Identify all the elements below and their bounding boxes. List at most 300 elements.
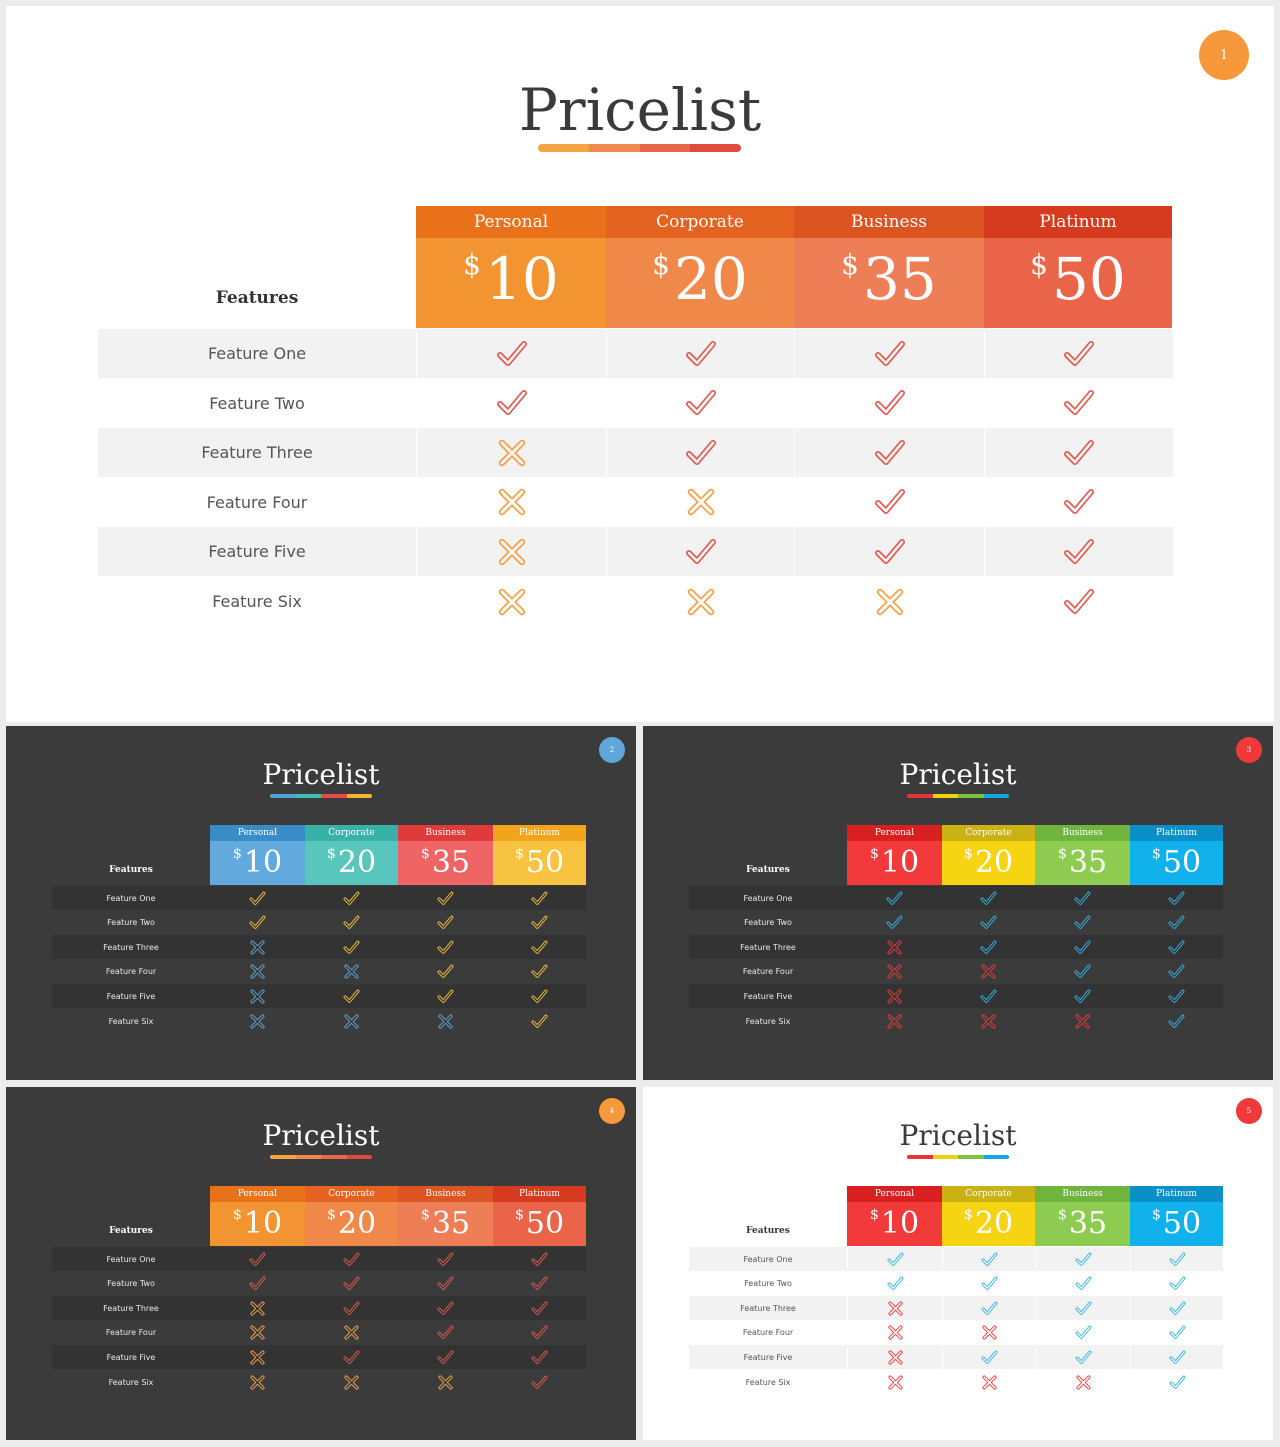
check-icon xyxy=(249,914,266,931)
feature-cell xyxy=(493,1271,586,1296)
feature-label: Feature One xyxy=(743,1254,793,1264)
plan-corporate[interactable] xyxy=(942,825,1035,885)
feature-cell xyxy=(210,886,305,910)
plan-name: Business xyxy=(398,1186,493,1202)
currency-symbol: $ xyxy=(420,846,430,862)
feature-cell xyxy=(1035,1271,1130,1296)
check-icon xyxy=(1074,988,1091,1005)
feature-label: Feature Four xyxy=(742,967,794,976)
plan-platinum[interactable] xyxy=(493,1186,586,1246)
plan-price xyxy=(847,1202,942,1246)
underline-segment xyxy=(296,794,322,798)
underline-segment xyxy=(958,794,984,798)
plan-personal[interactable] xyxy=(847,825,942,885)
plan-personal[interactable] xyxy=(847,1186,942,1246)
feature-cell xyxy=(416,477,606,527)
cross-icon xyxy=(1075,1374,1092,1391)
feature-label: Feature One xyxy=(106,893,156,903)
cross-icon xyxy=(496,486,528,518)
page-title: Pricelist xyxy=(262,758,380,791)
table-row xyxy=(52,984,586,1008)
check-icon xyxy=(980,914,997,931)
feature-cell xyxy=(794,329,984,378)
plan-name: Corporate xyxy=(942,1186,1035,1202)
slide-number-badge: 3 xyxy=(1236,737,1262,763)
price-amount: 10 xyxy=(880,1206,920,1241)
check-icon xyxy=(437,1349,454,1366)
plan-personal[interactable] xyxy=(210,1186,305,1246)
feature-cell xyxy=(794,576,984,627)
check-icon xyxy=(1075,1300,1092,1317)
check-icon xyxy=(437,890,454,907)
check-icon xyxy=(1075,1251,1092,1268)
slide-1 xyxy=(6,6,1274,722)
table-row xyxy=(52,1320,586,1345)
table-row xyxy=(52,959,586,984)
cross-icon xyxy=(981,1324,998,1341)
table-row xyxy=(689,935,1223,959)
feature-cell xyxy=(398,1369,493,1395)
table-row xyxy=(52,1296,586,1320)
check-icon xyxy=(531,1251,548,1268)
table-row xyxy=(52,935,586,959)
cross-icon xyxy=(343,1374,360,1391)
features-header: Features xyxy=(109,865,153,875)
check-icon xyxy=(437,939,454,956)
feature-cell xyxy=(984,576,1172,627)
feature-cell xyxy=(493,959,586,984)
cross-icon xyxy=(249,1300,266,1317)
feature-label: Feature Four xyxy=(742,1328,794,1337)
feature-cell xyxy=(493,984,586,1008)
feature-cell xyxy=(942,935,1035,959)
plan-platinum[interactable] xyxy=(1130,1186,1223,1246)
check-icon xyxy=(1063,586,1095,618)
feature-label: Feature Two xyxy=(209,393,305,413)
check-icon xyxy=(1169,1324,1186,1341)
plan-price xyxy=(1130,841,1223,885)
feature-label: Feature One xyxy=(207,344,307,363)
check-icon xyxy=(1075,1349,1092,1366)
feature-cell xyxy=(416,329,606,378)
feature-label: Feature Six xyxy=(108,1377,154,1387)
feature-cell xyxy=(398,935,493,959)
check-icon xyxy=(685,338,717,370)
check-icon xyxy=(1169,1251,1186,1268)
feature-label: Feature Four xyxy=(206,492,308,512)
feature-label: Feature One xyxy=(106,1254,156,1264)
check-icon xyxy=(343,890,360,907)
plan-name: Personal xyxy=(847,1186,942,1202)
check-icon xyxy=(1063,387,1095,419)
plan-platinum[interactable] xyxy=(984,206,1172,328)
feature-cell xyxy=(210,1296,305,1320)
plan-price xyxy=(847,841,942,885)
plan-name: Personal xyxy=(847,825,942,841)
feature-cell xyxy=(416,378,606,428)
table-row xyxy=(689,1296,1223,1320)
plan-business[interactable] xyxy=(1035,1186,1130,1246)
plan-name: Corporate xyxy=(305,825,398,841)
table-row xyxy=(689,1320,1223,1345)
cross-icon xyxy=(981,1374,998,1391)
plan-price xyxy=(398,841,493,885)
feature-label: Feature Two xyxy=(744,1279,792,1288)
feature-cell xyxy=(493,1320,586,1345)
plan-personal[interactable] xyxy=(416,206,606,328)
currency-symbol: $ xyxy=(963,1207,973,1223)
table-row xyxy=(689,1345,1223,1369)
currency-symbol: $ xyxy=(1151,846,1161,862)
check-icon xyxy=(1074,914,1091,931)
feature-label: Feature Four xyxy=(105,967,157,976)
check-icon xyxy=(887,1251,904,1268)
cross-icon xyxy=(980,1013,997,1030)
feature-cell xyxy=(493,1247,586,1271)
price-amount: 20 xyxy=(974,1206,1014,1241)
cross-icon xyxy=(343,1324,360,1341)
cross-icon xyxy=(980,963,997,980)
check-icon xyxy=(685,437,717,469)
plan-corporate[interactable] xyxy=(305,825,398,885)
price-amount: 10 xyxy=(243,845,283,880)
currency-symbol: $ xyxy=(514,1207,524,1223)
check-icon xyxy=(981,1300,998,1317)
check-icon xyxy=(437,988,454,1005)
plan-price xyxy=(984,238,1172,328)
feature-label: Feature Three xyxy=(740,942,796,952)
feature-cell xyxy=(794,527,984,576)
feature-label: Feature One xyxy=(743,893,793,903)
cross-icon xyxy=(685,586,717,618)
cross-icon xyxy=(249,1374,266,1391)
underline-segment xyxy=(296,1155,322,1159)
check-icon xyxy=(343,939,360,956)
check-icon xyxy=(887,1275,904,1292)
check-icon xyxy=(1075,1324,1092,1341)
price-amount: 20 xyxy=(337,845,377,880)
slide-number-badge: 1 xyxy=(1199,30,1249,80)
check-icon xyxy=(1168,914,1185,931)
underline-segment xyxy=(270,1155,296,1159)
feature-cell xyxy=(794,378,984,428)
plan-price xyxy=(210,1202,305,1246)
check-icon xyxy=(981,1349,998,1366)
price-amount: 50 xyxy=(525,1206,565,1241)
price-amount: 35 xyxy=(1068,845,1108,880)
feature-cell xyxy=(1130,910,1223,935)
table-row xyxy=(52,886,586,910)
price-amount: 35 xyxy=(431,845,471,880)
plan-price xyxy=(305,841,398,885)
cross-icon xyxy=(249,939,266,956)
feature-label: Feature Five xyxy=(208,542,306,561)
check-icon xyxy=(1169,1349,1186,1366)
feature-cell xyxy=(847,1271,942,1296)
check-icon xyxy=(1169,1300,1186,1317)
plan-business[interactable] xyxy=(398,1186,493,1246)
plan-name: Corporate xyxy=(606,206,794,238)
feature-cell xyxy=(847,959,942,984)
cross-icon xyxy=(437,1374,454,1391)
cross-icon xyxy=(685,486,717,518)
slide-number-badge: 4 xyxy=(599,1098,625,1124)
feature-cell xyxy=(493,886,586,910)
table-row xyxy=(98,378,1173,428)
underline-segment xyxy=(589,144,640,152)
plan-corporate[interactable] xyxy=(606,206,794,328)
table-row xyxy=(689,910,1223,935)
price-amount: 10 xyxy=(243,1206,283,1241)
feature-cell xyxy=(847,910,942,935)
feature-cell xyxy=(398,910,493,935)
slide-5 xyxy=(643,1087,1273,1440)
currency-symbol: $ xyxy=(963,846,973,862)
check-icon xyxy=(531,1349,548,1366)
feature-cell xyxy=(606,329,794,378)
check-icon xyxy=(437,914,454,931)
check-icon xyxy=(531,939,548,956)
check-icon xyxy=(980,939,997,956)
feature-cell xyxy=(847,1345,942,1369)
plan-name: Business xyxy=(1035,825,1130,841)
check-icon xyxy=(496,387,528,419)
price-amount: 20 xyxy=(337,1206,377,1241)
feature-cell xyxy=(847,1296,942,1320)
check-icon xyxy=(886,914,903,931)
feature-label: Feature Two xyxy=(744,918,792,927)
plan-price xyxy=(606,238,794,328)
feature-cell xyxy=(847,886,942,910)
price-amount: 10 xyxy=(485,245,559,313)
plan-business[interactable] xyxy=(794,206,984,328)
table-row xyxy=(98,576,1173,627)
check-icon xyxy=(874,338,906,370)
table-row xyxy=(98,477,1173,527)
underline-segment xyxy=(907,794,933,798)
page-title: Pricelist xyxy=(899,1119,1017,1152)
feature-cell xyxy=(1130,1271,1223,1296)
check-icon xyxy=(1074,890,1091,907)
feature-cell xyxy=(1130,984,1223,1008)
check-icon xyxy=(343,914,360,931)
price-amount: 50 xyxy=(525,845,565,880)
underline-segment xyxy=(984,794,1010,798)
cross-icon xyxy=(496,536,528,568)
feature-cell xyxy=(416,576,606,627)
plan-platinum[interactable] xyxy=(1130,825,1223,885)
check-icon xyxy=(249,1251,266,1268)
check-icon xyxy=(531,988,548,1005)
title-underline xyxy=(270,794,372,798)
underline-segment xyxy=(690,144,741,152)
plan-name: Platinum xyxy=(1130,1186,1223,1202)
feature-cell xyxy=(1130,886,1223,910)
cross-icon xyxy=(249,1013,266,1030)
plan-name: Platinum xyxy=(493,825,586,841)
plan-name: Platinum xyxy=(493,1186,586,1202)
cross-icon xyxy=(886,1013,903,1030)
plan-name: Personal xyxy=(210,1186,305,1202)
plan-business[interactable] xyxy=(1035,825,1130,885)
cross-icon xyxy=(249,988,266,1005)
feature-cell xyxy=(210,1369,305,1395)
feature-cell xyxy=(1130,1008,1223,1034)
feature-cell xyxy=(210,1271,305,1296)
check-icon xyxy=(1063,536,1095,568)
price-amount: 50 xyxy=(1162,845,1202,880)
plan-name: Personal xyxy=(416,206,606,238)
plan-name: Business xyxy=(794,206,984,238)
underline-segment xyxy=(538,144,589,152)
check-icon xyxy=(685,387,717,419)
currency-symbol: $ xyxy=(463,248,481,281)
feature-cell xyxy=(1130,1247,1223,1271)
feature-cell xyxy=(1035,1247,1130,1271)
feature-cell xyxy=(1035,1369,1130,1395)
check-icon xyxy=(886,890,903,907)
feature-label: Feature Six xyxy=(108,1016,154,1026)
check-icon xyxy=(249,890,266,907)
currency-symbol: $ xyxy=(232,846,242,862)
table-row xyxy=(52,1247,586,1271)
check-icon xyxy=(1168,1013,1185,1030)
feature-cell xyxy=(493,1008,586,1034)
check-icon xyxy=(874,536,906,568)
cross-icon xyxy=(886,988,903,1005)
plan-name: Platinum xyxy=(984,206,1172,238)
check-icon xyxy=(1075,1275,1092,1292)
feature-cell xyxy=(398,1320,493,1345)
feature-cell xyxy=(398,959,493,984)
cross-icon xyxy=(886,963,903,980)
plan-corporate[interactable] xyxy=(942,1186,1035,1246)
plan-price xyxy=(210,841,305,885)
feature-cell xyxy=(847,1008,942,1034)
underline-segment xyxy=(984,1155,1010,1159)
feature-cell xyxy=(606,428,794,477)
table-row xyxy=(689,886,1223,910)
price-amount: 10 xyxy=(880,845,920,880)
table-row xyxy=(98,329,1173,378)
feature-cell xyxy=(416,428,606,477)
underline-segment xyxy=(958,1155,984,1159)
check-icon xyxy=(531,1275,548,1292)
table-row xyxy=(52,1345,586,1369)
feature-cell xyxy=(984,477,1172,527)
table-row xyxy=(98,527,1173,576)
check-icon xyxy=(437,963,454,980)
feature-cell xyxy=(847,1320,942,1345)
table-row xyxy=(52,1271,586,1296)
plan-name: Platinum xyxy=(1130,825,1223,841)
check-icon xyxy=(437,1300,454,1317)
feature-cell xyxy=(210,959,305,984)
check-icon xyxy=(1168,890,1185,907)
price-amount: 50 xyxy=(1162,1206,1202,1241)
feature-label: Feature Two xyxy=(107,1279,155,1288)
currency-symbol: $ xyxy=(1057,1207,1067,1223)
feature-label: Feature Three xyxy=(201,443,313,462)
plan-name: Corporate xyxy=(305,1186,398,1202)
table-row xyxy=(689,959,1223,984)
check-icon xyxy=(531,1324,548,1341)
feature-cell xyxy=(493,1369,586,1395)
table-row xyxy=(98,428,1173,477)
feature-cell xyxy=(942,1320,1035,1345)
underline-segment xyxy=(347,794,373,798)
check-icon xyxy=(496,338,528,370)
cross-icon xyxy=(887,1374,904,1391)
check-icon xyxy=(1168,988,1185,1005)
check-icon xyxy=(531,1374,548,1391)
feature-cell xyxy=(606,378,794,428)
check-icon xyxy=(437,1275,454,1292)
check-icon xyxy=(343,988,360,1005)
feature-cell xyxy=(1035,959,1130,984)
feature-cell xyxy=(305,1320,398,1345)
table-row xyxy=(52,910,586,935)
table-row xyxy=(52,1008,586,1034)
underline-segment xyxy=(347,1155,373,1159)
table-row xyxy=(689,1271,1223,1296)
underline-segment xyxy=(270,794,296,798)
plan-corporate[interactable] xyxy=(305,1186,398,1246)
check-icon xyxy=(343,1275,360,1292)
plan-personal[interactable] xyxy=(210,825,305,885)
feature-cell xyxy=(1035,935,1130,959)
check-icon xyxy=(981,1251,998,1268)
check-icon xyxy=(874,486,906,518)
check-icon xyxy=(980,890,997,907)
plan-price xyxy=(1130,1202,1223,1246)
check-icon xyxy=(1063,437,1095,469)
check-icon xyxy=(531,890,548,907)
feature-cell xyxy=(210,1008,305,1034)
feature-cell xyxy=(305,910,398,935)
feature-cell xyxy=(305,959,398,984)
feature-cell xyxy=(305,1271,398,1296)
feature-cell xyxy=(210,1247,305,1271)
feature-label: Feature Five xyxy=(743,1352,793,1362)
table-row xyxy=(689,1369,1223,1395)
feature-label: Feature Six xyxy=(745,1016,791,1026)
plan-price xyxy=(305,1202,398,1246)
currency-symbol: $ xyxy=(232,1207,242,1223)
cross-icon xyxy=(874,586,906,618)
feature-cell xyxy=(606,576,794,627)
check-icon xyxy=(343,1251,360,1268)
currency-symbol: $ xyxy=(1057,846,1067,862)
feature-cell xyxy=(1035,886,1130,910)
feature-cell xyxy=(305,935,398,959)
feature-cell xyxy=(942,1369,1035,1395)
plan-platinum[interactable] xyxy=(493,825,586,885)
plan-price xyxy=(942,841,1035,885)
feature-cell xyxy=(1035,1296,1130,1320)
plan-name: Corporate xyxy=(942,825,1035,841)
feature-label: Feature Two xyxy=(107,918,155,927)
underline-segment xyxy=(640,144,691,152)
feature-cell xyxy=(210,935,305,959)
feature-cell xyxy=(942,910,1035,935)
check-icon xyxy=(437,1251,454,1268)
plan-business[interactable] xyxy=(398,825,493,885)
feature-cell xyxy=(1130,1320,1223,1345)
slide-3 xyxy=(643,726,1273,1080)
feature-cell xyxy=(305,1247,398,1271)
feature-cell xyxy=(1035,1345,1130,1369)
